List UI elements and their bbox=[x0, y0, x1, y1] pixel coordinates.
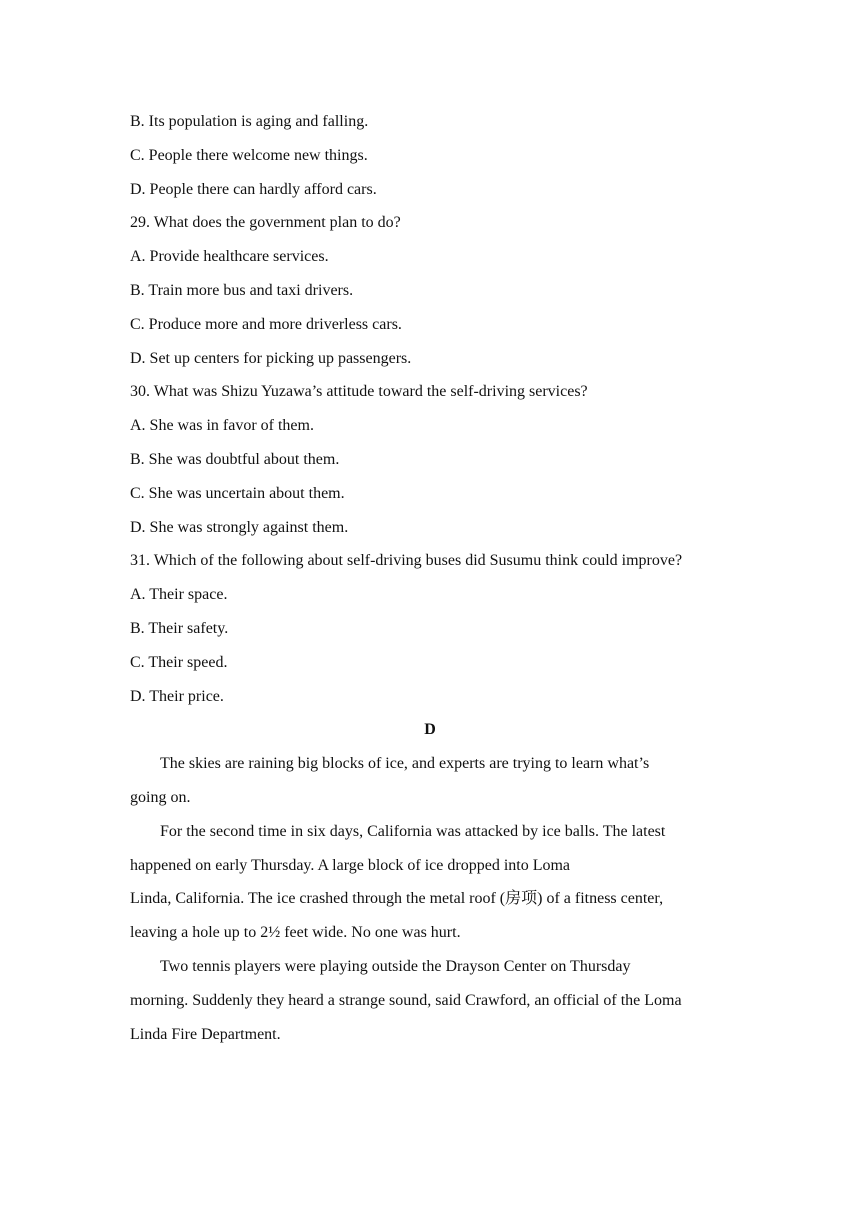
q30-option-d: D. She was strongly against them. bbox=[130, 518, 349, 536]
passage-line: Linda Fire Department. bbox=[130, 1025, 281, 1043]
passage-line: leaving a hole up to 2½ feet wide. No one was hurt. bbox=[130, 924, 461, 942]
q31-option-b: B. Their safety. bbox=[130, 619, 229, 637]
passage-line: The skies are raining big blocks of ice, and experts are trying to learn what’s bbox=[160, 755, 650, 773]
q31-option-c: C. Their speed. bbox=[130, 653, 228, 671]
passage-line: going on. bbox=[130, 788, 191, 806]
q28-option-b: B. Its population is aging and falling. bbox=[130, 113, 369, 130]
q30-option-c: C. She was uncertain about them. bbox=[130, 484, 345, 502]
passage-line: morning. Suddenly they heard a strange sound, said Crawford, an official of the Loma bbox=[130, 991, 682, 1009]
q29-question: 29. What does the government plan to do? bbox=[130, 214, 401, 232]
passage-line: happened on early Thursday. A large block of ice dropped into Loma bbox=[130, 856, 571, 874]
q28-option-d: D. People there can hardly afford cars. bbox=[130, 180, 377, 198]
passage-line: Linda, California. The ice crashed through the metal roof (房项) of a fitness center, bbox=[130, 890, 664, 908]
q31-option-d: D. Their price. bbox=[130, 687, 224, 705]
q29-option-d: D. Set up centers for picking up passengers. bbox=[130, 349, 412, 367]
q31-question: 31. Which of the following about self-driving buses did Susumu think could improve? bbox=[130, 552, 683, 570]
q30-question: 30. What was Shizu Yuzawa’s attitude toward the self-driving services? bbox=[130, 383, 588, 401]
section-heading: D bbox=[424, 721, 436, 739]
q29-option-a: A. Provide healthcare services. bbox=[130, 248, 329, 266]
passage-paragraph-2 bbox=[130, 815, 730, 950]
q29-option-b: B. Train more bus and taxi drivers. bbox=[130, 281, 354, 299]
document-page bbox=[130, 105, 730, 1051]
q30-option-b: B. She was doubtful about them. bbox=[130, 450, 340, 468]
passage-paragraph-1 bbox=[130, 747, 730, 815]
passage-paragraph-3 bbox=[130, 950, 730, 1051]
passage-line: For the second time in six days, California was attacked by ice balls. The latest bbox=[160, 822, 666, 840]
q28-option-c: C. People there welcome new things. bbox=[130, 146, 368, 164]
passage-line: Two tennis players were playing outside the Drayson Center on Thursday bbox=[160, 957, 631, 975]
q31-option-a: A. Their space. bbox=[130, 586, 228, 604]
q30-option-a: A. She was in favor of them. bbox=[130, 417, 314, 435]
q29-option-c: C. Produce more and more driverless cars. bbox=[130, 315, 402, 333]
